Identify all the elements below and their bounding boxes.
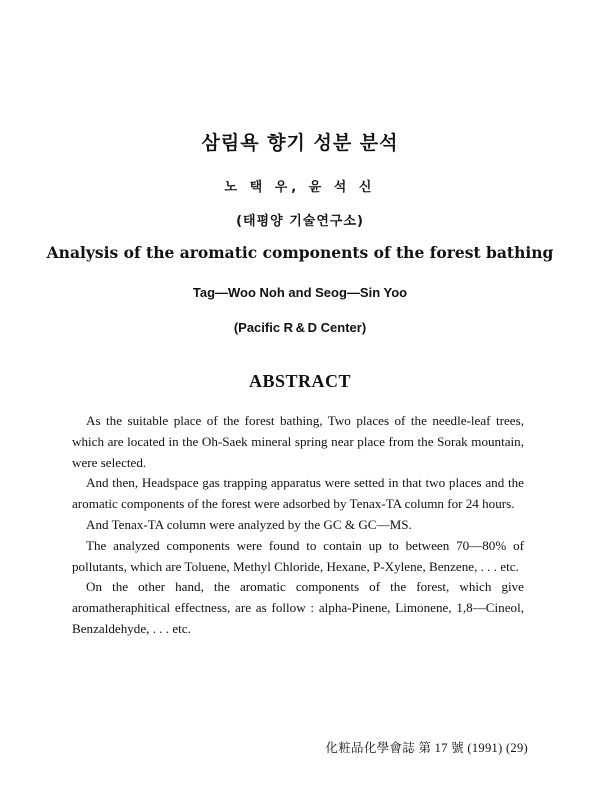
korean-title: 삼림욕 향기 성분 분석: [201, 132, 399, 154]
abstract-body: [72, 411, 524, 640]
abstract-paragraph: On the other hand, the aromatic components of the forest, which give aromatheraphitical effectness, are as follow : alpha-Pinene, Limonene, 1,8—Cineol, Benzaldehyde, . . . etc.: [72, 579, 524, 636]
journal-citation-footer: 化粧品化學會誌 第 17 號 (1991) (29): [325, 741, 528, 755]
english-authors: Tag—Woo Noh and Seog—Sin Yoo: [192, 285, 408, 300]
abstract-heading: ABSTRACT: [248, 371, 352, 391]
abstract-paragraph: The analyzed components were found to contain up to between 70—80% of pollutants, which are Toluene, Methyl Chloride, Hexane, P-Xylene, Benzene, . . . etc.: [72, 537, 524, 574]
english-title: Analysis of the aromatic components of the forest bathing: [46, 243, 554, 262]
korean-affiliation: (태평양 기술연구소): [236, 214, 364, 229]
korean-authors: 노 택 우, 윤 석 신: [224, 180, 376, 195]
abstract-paragraph: And Tenax-TA column were analyzed by the GC & GC—MS.: [86, 516, 412, 532]
abstract-paragraph: And then, Headspace gas trapping apparatus were setted in that two places and the aromatic components of the forest were adsorbed by Tenax-TA column for 24 hours.: [72, 475, 524, 512]
abstract-paragraph: As the suitable place of the forest bathing, Two places of the needle-leaf trees, which are located in the Oh-Saek mineral spring near place from the Sorak mountain, were selected.: [72, 413, 524, 470]
english-affiliation: (Pacific R & D Center): [233, 320, 367, 335]
